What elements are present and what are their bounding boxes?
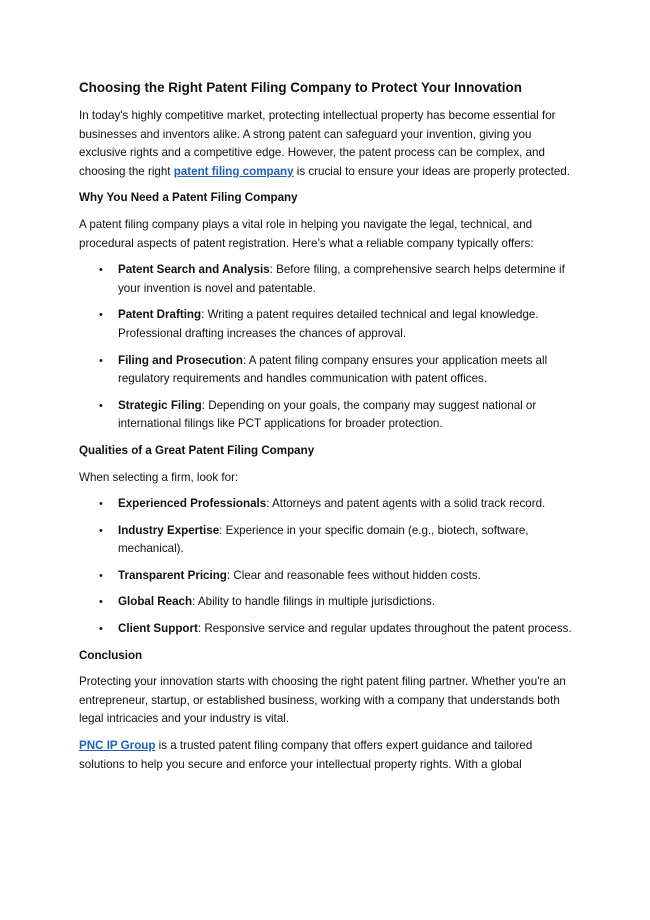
bullet-icon: • <box>99 309 103 322</box>
list-item-term: Patent Search and Analysis <box>118 263 270 277</box>
list-item-term: Transparent Pricing <box>118 568 227 582</box>
bullet-icon: • <box>99 524 103 537</box>
list-item-term: Filing and Prosecution <box>118 353 243 367</box>
bullet-icon: • <box>99 399 103 412</box>
list-item-term: Strategic Filing <box>118 398 202 412</box>
list-item-desc: : A patent filing company ensures your application meets all regulatory requirements and handles communication with patent offices. <box>118 353 548 386</box>
list-item <box>79 261 579 298</box>
section-heading-conclusion: Conclusion <box>79 648 143 662</box>
list-item <box>79 352 579 389</box>
list-item <box>79 306 579 343</box>
list-item-desc: : Responsive service and regular updates throughout the patent process. <box>197 622 572 636</box>
qualities-list <box>79 495 579 639</box>
conclusion-paragraph-2 <box>79 737 579 774</box>
bullet-icon: • <box>99 596 103 609</box>
list-item-term: Industry Expertise <box>118 523 220 537</box>
intro-paragraph <box>79 107 579 181</box>
bullet-icon: • <box>99 498 103 511</box>
services-list <box>79 261 579 434</box>
document-body <box>79 79 579 782</box>
list-item-desc: : Ability to handle filings in multiple jurisdictions. <box>192 595 436 609</box>
intro-text-end: is crucial to ensure your ideas are properly protected. <box>293 164 571 178</box>
list-item <box>79 397 579 434</box>
bullet-icon: • <box>99 264 103 277</box>
section-intro-why: A patent filing company plays a vital role in helping you navigate the legal, technical, and procedural aspects of patent registration. Here’s what a reliable company typically offers: <box>79 217 534 250</box>
list-item-term: Global Reach <box>118 595 193 609</box>
list-item <box>79 593 579 612</box>
bullet-icon: • <box>99 569 103 582</box>
list-item-desc: : Depending on your goals, the company may suggest national or international filings like PCT applications for broader protection. <box>118 398 537 431</box>
list-item <box>79 620 579 639</box>
section-heading-qualities: Qualities of a Great Patent Filing Company <box>79 443 315 457</box>
page-title: Choosing the Right Patent Filing Company to Protect Your Innovation <box>79 80 522 95</box>
list-item-desc: : Before filing, a comprehensive search helps determine if your invention is novel and patentable. <box>118 263 565 295</box>
pnc-ip-group-link[interactable]: PNC IP Group <box>79 739 156 753</box>
section-heading-why: Why You Need a Patent Filing Company <box>79 191 298 205</box>
list-item-desc: : Writing a patent requires detailed technical and legal knowledge. Professional drafting increases the chances of approval. <box>118 308 539 340</box>
list-item-term: Patent Drafting <box>118 308 202 322</box>
list-item-desc: : Attorneys and patent agents with a solid track record. <box>266 497 546 511</box>
conclusion-text: is a trusted patent filing company that offers expert guidance and tailored solutions to help you secure and enforce your intellectual property rights. With a global <box>79 739 533 771</box>
section-intro-qualities: When selecting a firm, look for: <box>79 470 239 484</box>
conclusion-paragraph: Protecting your innovation starts with choosing the right patent filing partner. Whether you're an entrepreneur, startup, or established business, working with a company that understands both legal intricacies and your industry is vital. <box>79 675 566 726</box>
list-item <box>79 495 579 514</box>
list-item-term: Client Support <box>118 622 198 636</box>
patent-filing-company-link[interactable]: patent filing company <box>173 164 294 178</box>
list-item-desc: : Clear and reasonable fees without hidden costs. <box>226 568 481 582</box>
bullet-icon: • <box>99 354 103 367</box>
list-item-term: Experienced Professionals <box>118 497 267 511</box>
bullet-icon: • <box>99 623 103 636</box>
list-item <box>79 567 579 586</box>
list-item <box>79 522 579 559</box>
intro-text: In today's highly competitive market, protecting intellectual property has become essential for businesses and inventors alike. A strong patent can safeguard your invention, giving you exclusive rights and a competitive edge. However, the patent process can be complex, and choosing the right <box>79 109 556 178</box>
list-item-desc: : Experience in your specific domain (e.g., biotech, software, mechanical). <box>118 523 529 556</box>
